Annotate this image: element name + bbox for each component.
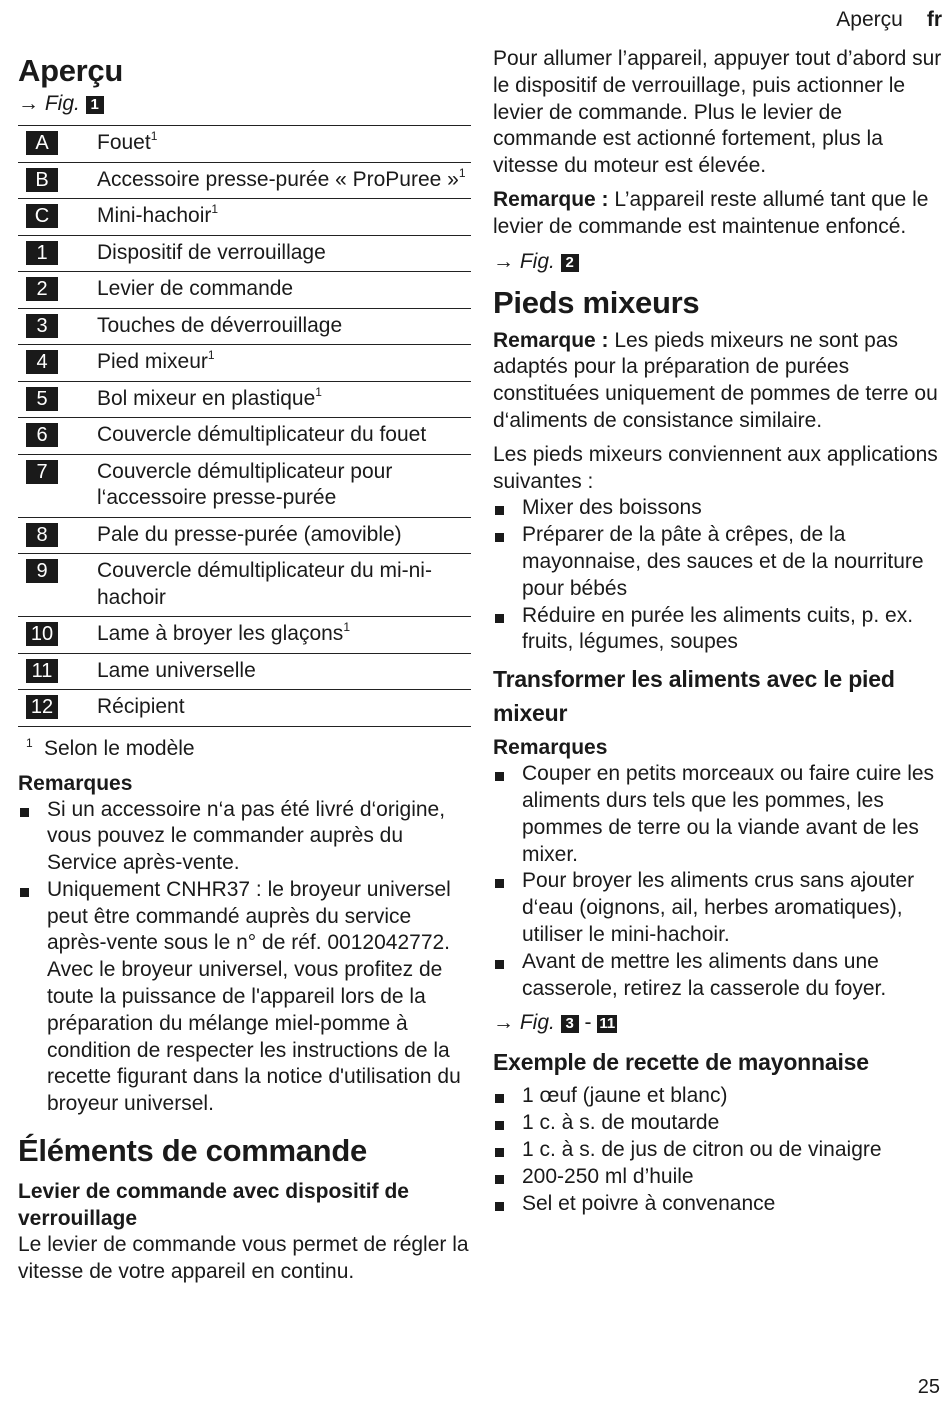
- list-item: 200-250 ml d’huile: [493, 1164, 945, 1191]
- footnote-mark: 1: [26, 735, 33, 750]
- part-footnote-ref: 1: [211, 202, 219, 216]
- list-item: Préparer de la pâte à crêpes, de la mayonnaise, des sauces et de la nourriture pour bébés: [493, 522, 945, 602]
- remarques-heading: Remarques: [493, 736, 608, 760]
- recette-list: [493, 1083, 945, 1217]
- fig-label: Fig.: [44, 92, 80, 115]
- part-key: A: [26, 131, 58, 155]
- header-language: fr: [926, 8, 942, 31]
- part-label: Récipient: [97, 695, 185, 718]
- parts-row: [18, 345, 471, 382]
- part-key: 8: [26, 523, 58, 547]
- remarques-heading: Remarques: [18, 771, 133, 795]
- part-label: Pale du presse-purée (amovible): [97, 522, 402, 546]
- note-text: Les pieds mixeurs ne sont pas adaptés pour la préparation de purées constituées uniquement de pommes de terre ou d‘aliments de consistance similaire.: [493, 328, 938, 432]
- parts-row: [18, 199, 471, 236]
- note-label: Remarque :: [493, 187, 609, 211]
- part-label: Lame universelle: [97, 658, 256, 682]
- part-label: Touches de déverrouillage: [97, 313, 343, 337]
- note-label: Remarque :: [493, 328, 609, 352]
- footnote: [18, 729, 473, 763]
- elements-title: Éléments de commande: [18, 1133, 367, 1169]
- list-item: Si un accessoire n‘a pas été livré d‘origine, vous pouvez le commander auprès du Service après-vente.: [18, 797, 473, 877]
- part-label: Mini-hachoir: [97, 204, 212, 227]
- parts-row: [18, 272, 471, 309]
- footnote-text: Selon le modèle: [44, 736, 195, 760]
- list-item: Uniquement CNHR37 : le broyeur universel peut être commandé auprès du service après-vente sous le n° de réf. 0012042772. Avec le broyeur universel, vous profitez de toute la puissance de l'appareil lors de la préparation du mélange miel-pomme à condition de respecter les instructions de la recette figurant dans la notice d'utilisation du broyeur universel.: [18, 877, 473, 1118]
- parts-row: [18, 308, 471, 345]
- part-key: 9: [26, 559, 58, 583]
- part-label: Pied mixeur: [97, 350, 208, 373]
- parts-row: [18, 162, 471, 199]
- part-key: 11: [26, 659, 58, 683]
- list-item: Réduire en purée les aliments cuits, p. ex. fruits, légumes, soupes: [493, 603, 945, 657]
- part-key: 2: [26, 277, 58, 301]
- parts-row: [18, 554, 471, 617]
- list-item: Avant de mettre les aliments dans une casserole, retirez la casserole du foyer.: [493, 949, 945, 1003]
- parts-row: [18, 517, 471, 554]
- fig-label: Fig.: [519, 249, 555, 273]
- page-number: 25: [917, 1376, 940, 1398]
- fig-number: 2: [561, 254, 579, 272]
- part-label: Couvercle démultiplicateur du fouet: [97, 423, 427, 446]
- fig-number: 1: [86, 96, 104, 114]
- part-label: Couvercle démultiplicateur pour l‘accessoire presse-purée: [97, 459, 393, 509]
- list-item: Sel et poivre à convenance: [493, 1191, 945, 1218]
- parts-table: [18, 125, 471, 727]
- left-column: [18, 52, 473, 1286]
- fig-ref-1: [18, 90, 473, 118]
- part-footnote-ref: 1: [207, 348, 215, 362]
- pieds-intro: Les pieds mixeurs conviennent aux applications suivantes :: [493, 442, 938, 493]
- fig-range-separator: -: [584, 1011, 592, 1035]
- running-header: [836, 8, 942, 32]
- part-key: 6: [26, 423, 58, 447]
- remarques-list: [18, 797, 473, 1119]
- pieds-uses-list: [493, 495, 945, 656]
- part-key: 7: [26, 460, 58, 484]
- part-label: Accessoire presse-purée « ProPuree »: [97, 167, 459, 191]
- part-key: 12: [26, 695, 58, 719]
- apercu-title: Aperçu: [18, 53, 124, 88]
- part-label: Bol mixeur en plastique: [97, 386, 316, 410]
- elements-paragraph-2: Pour allumer l’appareil, appuyer tout d’abord sur le dispositif de verrouillage, puis actionner le levier de commande. Plus le levier de commande est actionné fortement, plus la vitesse du moteur est élevée.: [493, 47, 942, 178]
- part-key: C: [26, 204, 58, 228]
- part-label: Couvercle démultiplicateur du mi-ni-hachoir: [97, 559, 432, 609]
- list-item: Couper en petits morceaux ou faire cuire les aliments durs tels que les pommes, les pommes de terre ou la viande avant de les mixer.: [493, 761, 945, 868]
- note-text: L’appareil reste allumé tant que le levier de commande est maintenue enfoncé.: [493, 187, 929, 238]
- parts-row: [18, 653, 471, 690]
- part-footnote-ref: 1: [343, 620, 350, 634]
- header-section: Aperçu: [836, 8, 903, 31]
- part-footnote-ref: 1: [150, 129, 158, 143]
- parts-row: [18, 235, 471, 272]
- list-item: 1 c. à s. de jus de citron ou de vinaigre: [493, 1137, 945, 1164]
- elements-paragraph-1: Le levier de commande vous permet de régler la vitesse de votre appareil en continu.: [18, 1233, 469, 1283]
- part-label: Fouet: [97, 131, 151, 154]
- recette-title: Exemple de recette de mayonnaise: [493, 1049, 869, 1076]
- transformer-title: Transformer les aliments avec le pied mixeur: [493, 666, 895, 727]
- fig-label: Fig.: [519, 1011, 555, 1035]
- arrow-icon: →: [493, 1011, 514, 1035]
- part-key: 4: [26, 350, 58, 374]
- pieds-note: [493, 328, 945, 435]
- parts-row: [18, 690, 471, 727]
- transformer-remarques-list: [493, 761, 945, 1002]
- list-item: 1 œuf (jaune et blanc): [493, 1083, 945, 1110]
- right-column: [493, 46, 945, 1217]
- pieds-title: Pieds mixeurs: [493, 284, 700, 320]
- fig-number-from: 3: [561, 1015, 579, 1033]
- parts-row: [18, 617, 471, 654]
- part-key: 1: [26, 241, 58, 265]
- list-item: Pour broyer les aliments crus sans ajouter d‘eau (oignons, ail, herbes aromatiques), utiliser le mini-hachoir.: [493, 868, 945, 948]
- fig-ref-3-11: [493, 1009, 945, 1037]
- part-label: Dispositif de verrouillage: [97, 240, 326, 264]
- parts-row: [18, 454, 471, 517]
- list-item: 1 c. à s. de moutarde: [493, 1110, 945, 1137]
- part-key: 5: [26, 387, 58, 411]
- elements-subtitle: Levier de commande avec dispositif de verrouillage: [18, 1180, 409, 1231]
- part-key: 10: [26, 622, 58, 646]
- fig-number-to: 11: [599, 1015, 616, 1033]
- fig-ref-2: [493, 248, 945, 276]
- part-label: Lame à broyer les glaçons: [97, 622, 344, 645]
- part-key: 3: [26, 314, 58, 338]
- part-label: Levier de commande: [97, 277, 294, 300]
- part-footnote-ref: 1: [315, 384, 322, 399]
- parts-row: [18, 381, 471, 418]
- arrow-icon: →: [493, 249, 514, 273]
- elements-note: [493, 187, 945, 241]
- parts-row: [18, 126, 471, 163]
- list-item: Mixer des boissons: [493, 495, 945, 522]
- arrow-icon: →: [18, 92, 39, 115]
- parts-row: [18, 418, 471, 455]
- part-footnote-ref: 1: [458, 165, 466, 180]
- part-key: B: [26, 168, 58, 192]
